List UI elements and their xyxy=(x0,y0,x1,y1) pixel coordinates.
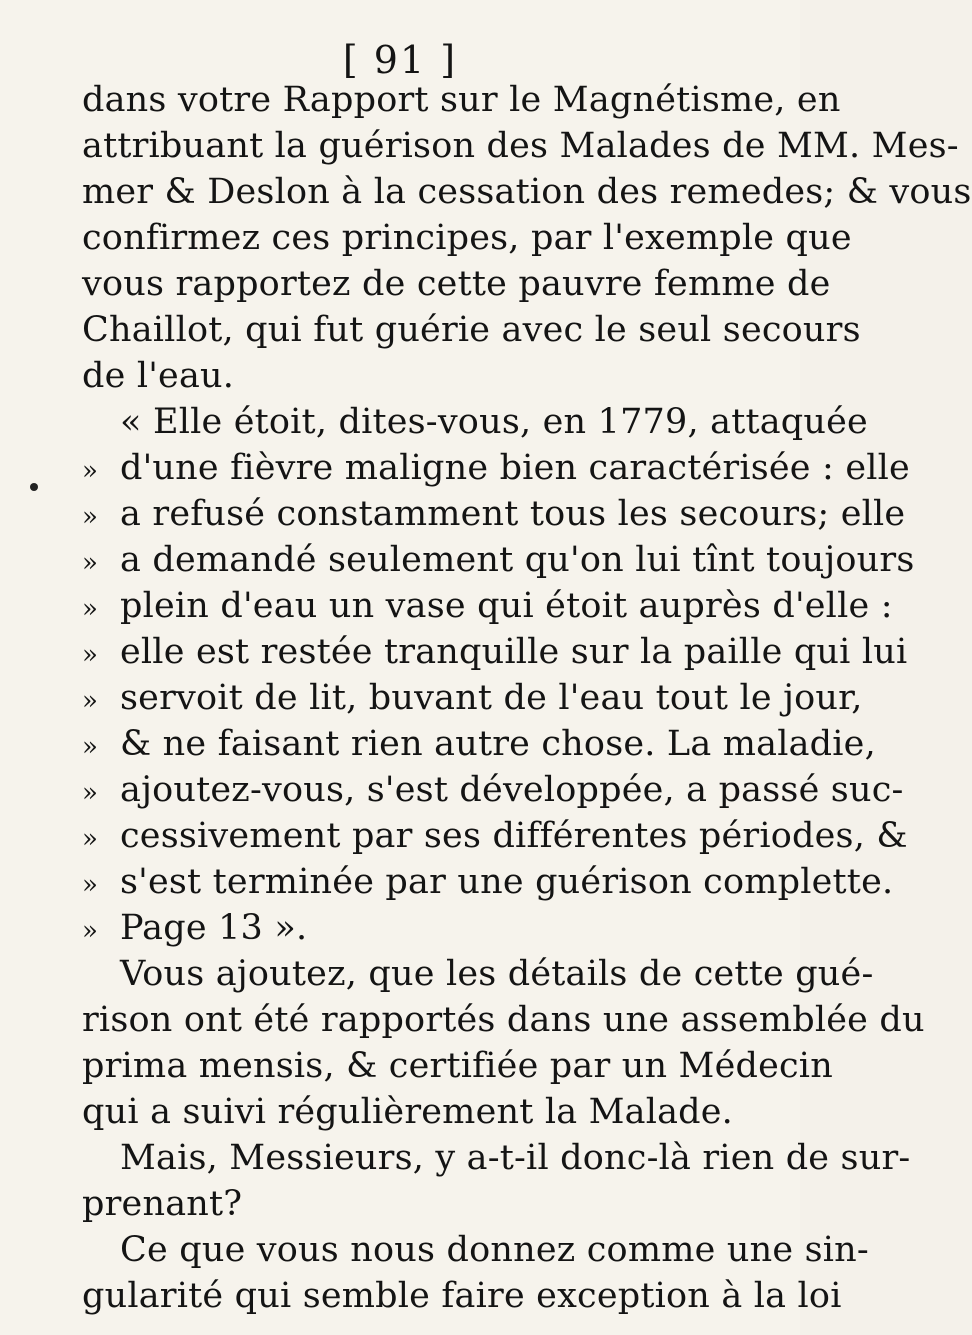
text-line-12: Mais, Messieurs, y a-t-il donc-là rien de sur- xyxy=(120,1138,911,1178)
quote-line-2 xyxy=(82,446,910,493)
text-line-4: confirmez ces principes, par l'exemple que xyxy=(82,218,852,258)
quote-line-8 xyxy=(82,722,876,769)
text-line-14: Ce que vous nous donnez comme une sin- xyxy=(120,1230,869,1270)
quote-text: & ne faisant rien autre chose. La maladie, xyxy=(120,724,876,764)
quote-line-10 xyxy=(82,814,908,861)
quote-mark: » xyxy=(82,594,99,624)
text-line-15: gularité qui semble faire exception à la loi xyxy=(82,1276,842,1316)
text-line-1: dans votre Rapport sur le Magnétisme, en xyxy=(82,80,841,120)
quote-text: cessivement par ses différentes périodes, & xyxy=(120,816,908,856)
text-line-7: de l'eau. xyxy=(82,356,235,396)
text-line-2: attribuant la guérison des Malades de MM. Mes- xyxy=(82,126,959,166)
text-line-3: mer & Deslon à la cessation des remedes; & vous xyxy=(82,172,972,212)
quote-mark: » xyxy=(82,456,99,486)
text-line-9: rison ont été rapportés dans une assemblée du xyxy=(82,1000,925,1040)
quote-mark: » xyxy=(82,686,99,716)
quote-mark: » xyxy=(82,778,99,808)
text-line-13: prenant? xyxy=(82,1184,243,1224)
quote-line-7 xyxy=(82,676,863,723)
quote-text: d'une fièvre maligne bien caractérisée : elle xyxy=(120,448,910,488)
quote-line-5 xyxy=(82,584,893,631)
quote-mark: » xyxy=(82,548,99,578)
text-line-10: prima mensis, & certifiée par un Médecin xyxy=(82,1046,833,1086)
margin-ink-dot xyxy=(30,483,38,491)
text-line-8: Vous ajoutez, que les détails de cette gué- xyxy=(120,954,874,994)
text-line-5: vous rapportez de cette pauvre femme de xyxy=(82,264,831,304)
quote-mark: » xyxy=(82,732,99,762)
quote-line-6 xyxy=(82,630,908,677)
quote-line-1: « Elle étoit, dites-vous, en 1779, attaquée xyxy=(120,402,868,442)
quote-text: a demandé seulement qu'on lui tînt toujours xyxy=(120,540,915,580)
quote-text: servoit de lit, buvant de l'eau tout le jour, xyxy=(120,678,863,718)
quote-mark: » xyxy=(82,502,99,532)
quote-mark: » xyxy=(82,824,99,854)
page-number: [ 91 ] xyxy=(342,38,458,82)
quote-text: s'est terminée par une guérison complette. xyxy=(120,862,894,902)
quote-text: plein d'eau un vase qui étoit auprès d'elle : xyxy=(120,586,893,626)
quote-mark: » xyxy=(82,870,99,900)
quote-line-4 xyxy=(82,538,915,585)
quote-line-11 xyxy=(82,860,894,907)
quote-line-9 xyxy=(82,768,904,815)
quote-text: ajoutez-vous, s'est développée, a passé suc- xyxy=(120,770,904,810)
quote-line-12 xyxy=(82,906,754,953)
quote-text: a refusé constamment tous les secours; elle xyxy=(120,494,906,534)
quote-mark: » xyxy=(82,640,99,670)
quote-text: elle est restée tranquille sur la paille qui lui xyxy=(120,632,908,672)
quote-line-3 xyxy=(82,492,906,539)
text-line-6: Chaillot, qui fut guérie avec le seul secours xyxy=(82,310,861,350)
quote-mark: » xyxy=(82,916,99,946)
quote-text: Page 13 ». xyxy=(120,908,308,948)
text-line-11: qui a suivi régulièrement la Malade. xyxy=(82,1092,734,1132)
